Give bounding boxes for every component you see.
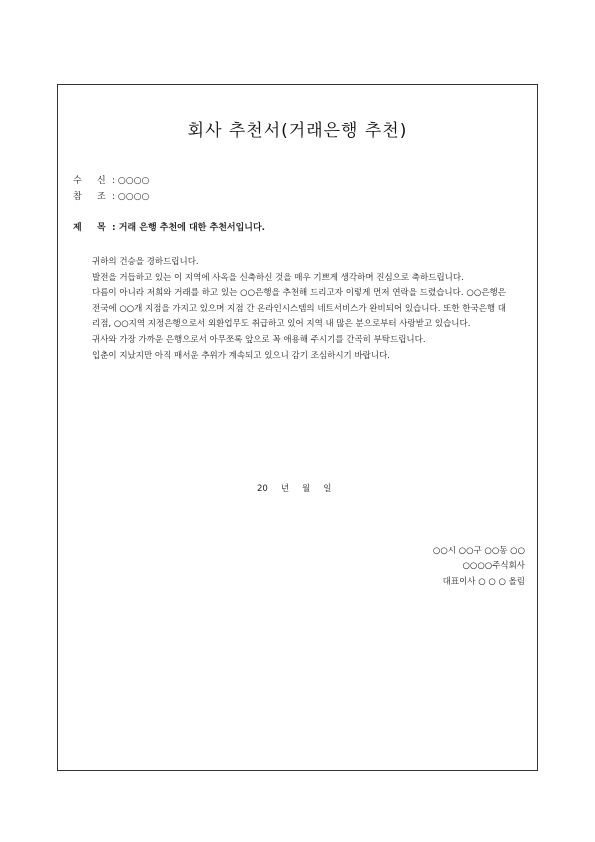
- letter-date: [257, 482, 344, 494]
- document-title: 회사 추천서(거래은행 추천): [187, 121, 408, 141]
- date-year-unit: 년: [280, 484, 290, 494]
- date-month-unit: 월: [302, 484, 311, 494]
- reference-line: [73, 191, 149, 203]
- sender-representative: 대표이사 ○ ○ ○ 올림: [442, 576, 525, 587]
- reference-label-1: 참: [73, 192, 82, 202]
- subject-value: : 거래 은행 추천에 대한 추천서입니다.: [112, 223, 266, 233]
- subject-line: [73, 222, 265, 234]
- body-paragraph: 다름이 아니라 저희와 거래를 하고 있는 ○○은행을 추천해 드리고자 이렇게 먼저 연락을 드렸습니다. ○○은행은 전국에 ○○개 지점을 가지고 있으며 지점 간 온라인시스템의 네트서비스가 완비되어 있습니다. 또한 한국은행 대리점, ○○지역 지정은행으로서 외환업무도 취급하고 있어 지역 내 많은 분으로부터 사랑받고 있습니다.: [92, 288, 506, 330]
- subject-label-2: 목: [97, 223, 106, 233]
- body-paragraph: 귀하의 건승을 경하드립니다.: [92, 257, 199, 267]
- sender-address: ○○시 ○○구 ○○동 ○○: [432, 546, 525, 556]
- reference-value: : ○○○○: [112, 192, 150, 202]
- recipient-label-1: 수: [73, 176, 82, 186]
- body-paragraph: 귀사와 가장 가까운 은행으로서 아무쪼록 앞으로 꼭 애용해 주시기를 간곡히 부탁드립니다.: [92, 334, 426, 345]
- sender-company: ○○○○주식회사: [462, 561, 525, 572]
- body-paragraph: 입춘이 지났지만 아직 매서운 추위가 계속되고 있으니 감기 조심하시기 바랍니다.: [92, 350, 390, 361]
- date-year: 20: [257, 484, 268, 494]
- letter-body: [92, 255, 506, 364]
- subject-label-1: 제: [73, 223, 82, 233]
- document-border: [57, 84, 538, 771]
- reference-label-2: 조: [97, 192, 106, 202]
- body-paragraph: 발전을 거듭하고 있는 이 지역에 사옥을 신축하신 것을 매우 기쁘게 생각하며 진심으로 축하드립니다.: [92, 272, 464, 283]
- date-day-unit: 일: [323, 484, 332, 494]
- recipient-label-2: 신: [97, 176, 106, 186]
- sender-block: [433, 544, 525, 590]
- recipient-line: [73, 175, 149, 187]
- recipient-value: : ○○○○: [112, 176, 150, 186]
